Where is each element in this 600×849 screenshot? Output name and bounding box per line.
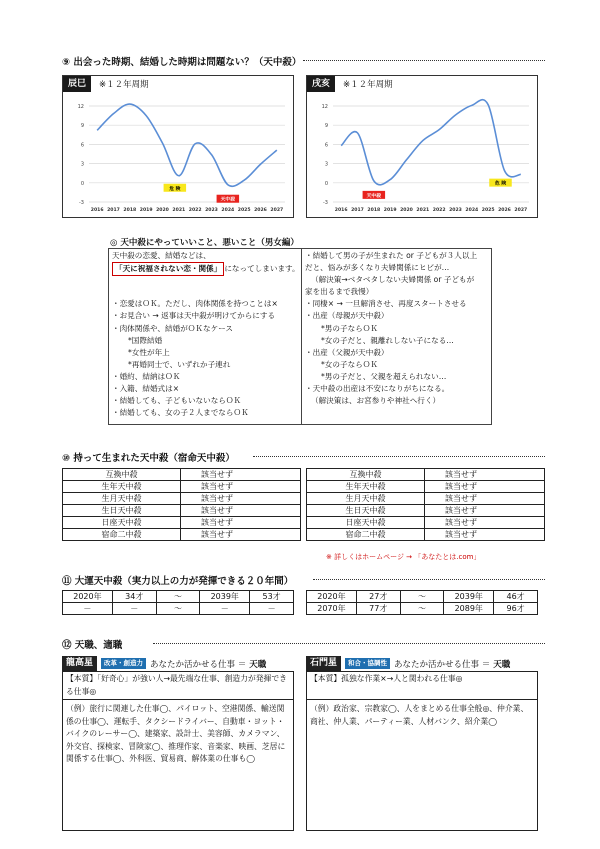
table-row: 生日天中殺 該当せず [307,505,545,517]
left-item: *再婚同士で、いずれか子連れ [128,359,231,369]
section-12-title: ⑫ 天職、適職 [62,640,123,651]
table-row: － － ～ － － [63,603,294,615]
x-tick-label: 2027 [514,208,528,213]
table-row: 生月天中殺 該当せず [63,493,301,505]
left-line-2-tail: になってしまいます。 [224,264,300,274]
chart-note-1: ※１２年周期 [99,80,149,90]
left-item: ・入籍、結婚式は× [112,384,180,394]
major-luck-table-right [306,590,538,615]
do-dont-list [108,248,492,425]
chart-tag-2: 戌亥 [307,76,335,92]
do-dont-right-column [301,249,491,424]
x-tick-label: 2018 [123,208,137,213]
y-tick-label: 9 [324,123,328,130]
job-examples-left: （例）旅行に関連した仕事◯、パイロット、空港関係、輸送関係の仕事◯、運転手、タクシードライバー、自動車・ヨット・バイクのレーサー◯、建築家、設計士、美容師、カメラマン、外交官、探検家、冒険家◯、推理作家、音楽家、映画、芝居に関係する仕事◯、外科医、貿易商、解体業の仕事も◯ [66,704,286,763]
y-tick-label: 6 [80,142,84,149]
chart-panel-2 [306,75,538,218]
section-11-title: ⑪ 大運天中殺（実力以上の力が発揮できる２０年間） [62,576,294,587]
x-tick-label: 2022 [432,208,446,213]
right-item: ・同棲× → 一旦解消させ、再度スタートさせる [305,299,467,309]
list-title: ◎ 天中殺にやっていいこと、悪いこと（男女編） [110,238,299,248]
table-row: 日座天中殺 該当せず [63,517,301,529]
star-label-left: 龍高星 [62,656,97,671]
job-core-right: 【本質】孤独な作業×→人と関われる仕事◎ [307,672,537,700]
right-item: ・出産（母親が天中殺） [305,311,389,321]
dotted-rule [153,643,545,644]
star-label-right: 石門星 [306,656,341,671]
left-line-2 [112,262,298,274]
job-examples-right: （例）政治家、宗教家◯、人をまとめる仕事全般◎、仲介業、商社、仲人業、パーティー業、人材バンク、紹介業◯ [310,704,529,726]
marker-label: 天中殺 [366,193,382,199]
x-tick-label: 2026 [498,208,511,213]
line-chart-2 [307,94,537,218]
y-tick-label: 12 [77,104,84,110]
homepage-note: ※ 詳しくはホームページ → 「あなたとは.com」 [326,553,481,561]
dotted-rule [303,60,545,61]
x-tick-label: 2016 [90,208,104,213]
x-tick-label: 2016 [334,208,348,213]
right-item: だと、悩みが多くなり夫婦関係にヒビが… [305,263,450,273]
dotted-rule [313,579,545,580]
right-item: *男の子だと、父親を超えられない… [321,371,447,381]
y-tick-label: 9 [80,123,84,130]
x-tick-label: 2023 [449,208,462,213]
x-tick-label: 2020 [400,208,413,213]
x-tick-label: 2025 [237,208,251,213]
job-heading-left: あなたか活かせる仕事 ＝ [150,659,247,670]
right-item: 家を出るまで我慢） [305,287,374,297]
table-row: 生年天中殺 該当せず [63,481,301,493]
x-tick-label: 2019 [383,208,397,213]
chart-tag-1: 辰巳 [63,76,91,92]
chart-header-1 [63,76,149,92]
chart-panel-1 [62,75,294,218]
table-row: 宿命二中殺 該当せず [307,529,545,541]
series-line [341,100,521,185]
x-tick-label: 2018 [367,208,381,213]
marker-label: 天中殺 [220,197,236,203]
trait-badge-left: 改革・創造力 [101,658,146,669]
job-header-left [62,656,294,671]
x-tick-label: 2021 [416,208,430,213]
y-tick-label: -3 [323,200,328,206]
right-item: ・天中殺の出産は不安になりがちになる。 [305,384,450,394]
job-body-left [62,671,294,831]
job-body-right [306,671,538,831]
table-row: 宿命二中殺 該当せず [63,529,301,541]
y-tick-label: 0 [80,180,84,187]
job-panel-right [306,656,538,831]
highlight-text: 「天に祝福されない恋・関係」 [112,262,224,276]
x-tick-label: 2019 [139,208,153,213]
right-item: *女の子だと、親離れしない子になる… [321,335,454,345]
trait-badge-right: 和合・協調性 [345,658,390,669]
x-tick-label: 2024 [465,208,479,213]
right-item: *男の子ならＯＫ [321,323,378,333]
right-item: *女の子ならＯＫ [321,359,378,369]
fate-table-right [306,468,545,541]
table-row: 2020年 34才 ～ 2039年 53才 [63,591,294,603]
y-tick-label: 6 [324,142,328,149]
x-tick-label: 2022 [188,208,202,213]
job-header-right [306,656,538,671]
left-item: ・結婚しても、子どもいないならＯＫ [112,396,242,406]
left-item: ・結婚しても、女の子２人までならＯＫ [112,408,249,418]
job-panel-left [62,656,294,831]
job-heading-bold-left: 天職 [249,659,267,670]
table-row: 生日天中殺 該当せず [63,505,301,517]
left-item: ・お見合い → 返事は天中殺が明けてからにする [112,311,276,321]
marker-label: 危 険 [494,181,507,187]
left-item: *女性が年上 [128,347,170,357]
table-row: 生年天中殺 該当せず [307,481,545,493]
x-tick-label: 2027 [270,208,284,213]
y-tick-label: -3 [79,200,84,206]
chart-note-2: ※１２年周期 [343,80,393,90]
x-tick-label: 2020 [156,208,169,213]
job-heading-right: あなたか活かせる仕事 ＝ [394,659,491,670]
left-item: *国際結婚 [128,335,163,345]
table-row: 生月天中殺 該当せず [307,493,545,505]
y-tick-label: 3 [80,161,84,168]
y-tick-label: 0 [324,180,328,187]
table-row: 互換中殺 該当せず [307,469,545,481]
right-item: （解決策→ベタベタしない夫婦関係 or 子どもが [311,275,475,285]
table-row: 互換中殺 該当せず [63,469,301,481]
left-item: ・婚約、結納はＯＫ [112,371,181,381]
right-item: ・結婚して男の子が生まれた or 子どもが３人以上 [305,251,478,260]
x-tick-label: 2023 [205,208,218,213]
section-9-title: ⑨ 出会った時期、結婚した時期は問題ない？（天中殺） [62,57,302,68]
y-tick-label: 3 [324,161,328,168]
table-row: 日座天中殺 該当せず [307,517,545,529]
left-spacer-2 [112,286,298,298]
x-tick-label: 2026 [254,208,267,213]
do-dont-left-column [109,249,301,424]
job-core-left: 【本質】「好奇心」が強い人→最先端な仕事、創造力が発揮できる仕事◎ [63,672,293,700]
left-item: ・肉体関係や、結婚がＯＫなケース [112,323,233,333]
x-tick-label: 2024 [221,208,235,213]
y-tick-label: 12 [321,104,328,110]
fate-table-left [62,468,301,541]
x-tick-label: 2017 [107,208,120,213]
marker-label: 危 険 [169,186,181,192]
chart-header-2 [307,76,393,92]
major-luck-table-left [62,590,294,615]
job-heading-bold-right: 天職 [493,659,511,670]
series-line [97,104,277,186]
right-item: ・出産（父親が天中殺） [305,347,389,357]
section-10-title: ⑩ 持って生まれた天中殺（宿命天中殺） [62,453,235,464]
x-tick-label: 2025 [481,208,495,213]
x-tick-label: 2017 [351,208,364,213]
right-item: （解決策は、お宮参りや神社へ行く） [311,396,441,406]
table-row: 2020年 27才 ～ 2039年 46才 [307,591,538,603]
dotted-rule [253,456,545,457]
line-chart-1 [63,94,293,218]
left-item: ・恋愛はＯＫ。ただし、肉体関係を持つことは× [112,299,278,309]
table-row: 2070年 77才 ～ 2089年 96才 [307,603,538,615]
left-line-1: 天中殺の恋愛、結婚などは、 [112,251,211,260]
x-tick-label: 2021 [172,208,186,213]
